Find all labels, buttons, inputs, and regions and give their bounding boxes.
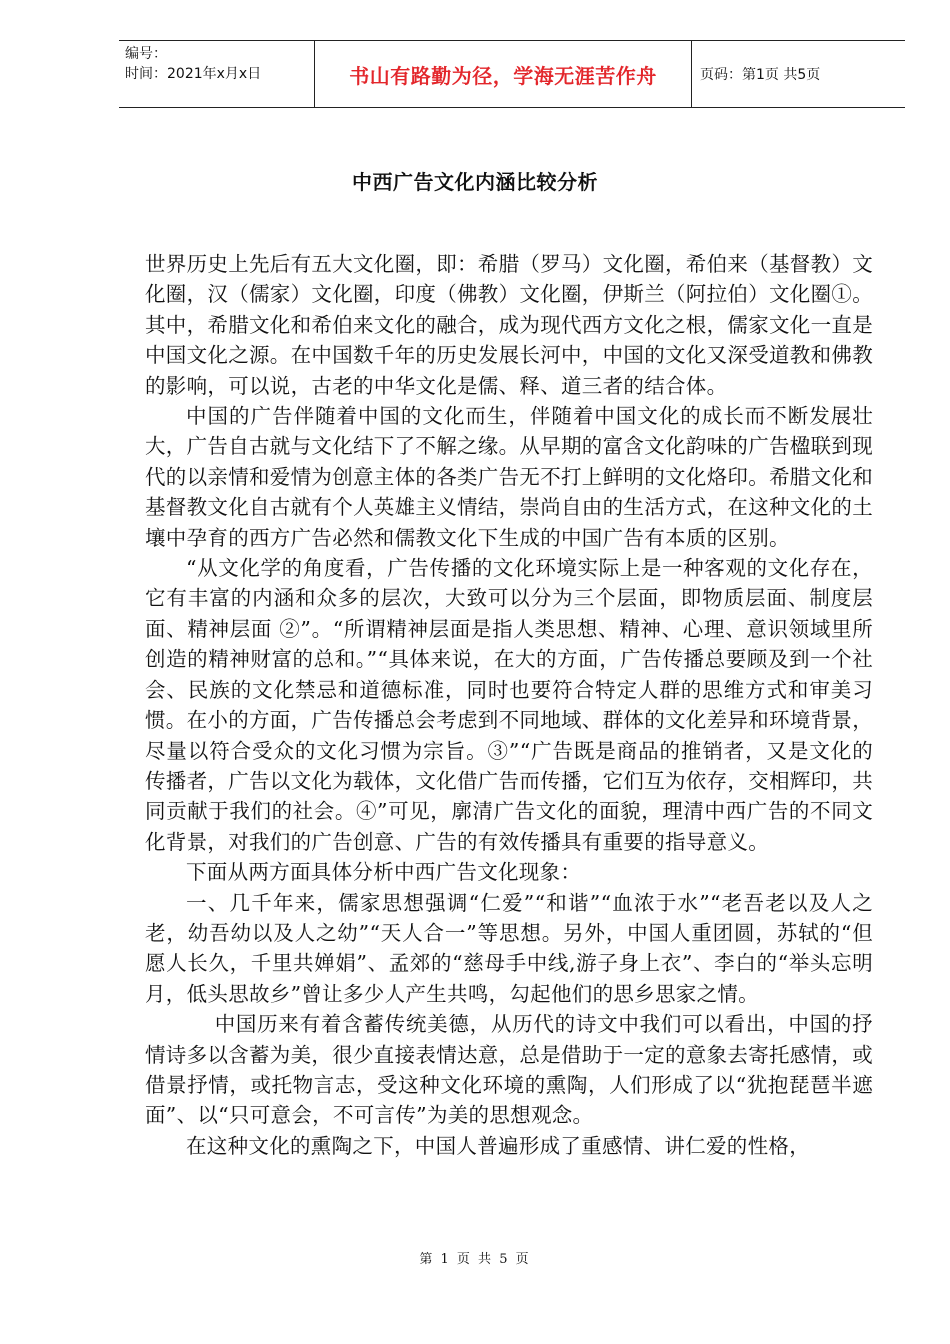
header-motto: 书山有路勤为径，学海无涯苦作舟 — [314, 41, 692, 107]
document-title: 中西广告文化内涵比较分析 — [352, 170, 598, 194]
paragraph-3: “从文化学的角度看，广告传播的文化环境实际上是一种客观的文化存在，它有丰富的内涵和众多的层次，大致可以分为三个层面，即物质层面、制度层面、精神层面 ②”。“所谓精神层面是指人类思想、精神、心理、意识领域里所创造的精神财富的总和。”“具体来说，在大的方面，广告传播总要顾及到一个社会、民族的文化禁忌和道德标准，同时也要符合特定人群的思维方式和审美习惯。在小的方面，广告传播总会考虑到不同地域、群体的文化差异和环境背景，尽量以符合受众的文化习惯为宗旨。③”“广告既是商品的推销者，又是文化的传播者，广告以文化为载体，文化借广告而传播，它们互为依存，交相辉印，共同贡献于我们的社会。④”可见，廓清广告文化的面貌，理清中西广告的不同文化背景，对我们的广告创意、广告的有效传播具有重要的指导意义。 — [145, 556, 873, 854]
header-meta — [119, 41, 314, 107]
page-footer: 第 1 页 共 5 页 — [419, 1252, 531, 1267]
header-page-code: 页码：第1页 共5页 — [700, 67, 821, 83]
document-number: 编号： — [125, 46, 167, 62]
paragraph-2: 中国的广告伴随着中国的文化而生，伴随着中国文化的成长而不断发展壮大，广告自古就与文化结下了不解之缘。从早期的富含文化韵味的广告楹联到现代的以亲情和爱情为创意主体的各类广告无不打上鲜明的文化烙印。希腊文化和基督教文化自古就有个人英雄主义情结，崇尚自由的生活方式，在这种文化的土壤中孕育的西方广告必然和儒教文化下生成的中国广告有本质的区别。 — [145, 404, 873, 550]
document-time: 时间：2021年x月x日 — [125, 66, 262, 82]
page-header — [119, 40, 905, 108]
paragraph-6: 中国历来有着含蓄传统美德，从历代的诗文中我们可以看出，中国的抒情诗多以含蓄为美，很少直接表情达意，总是借助于一定的意象去寄托感情，或借景抒情，或托物言志，受这种文化环境的熏陶，人们形成了以“犹抱琵琶半遮面”、以“只可意会，不可言传”为美的思想观念。 — [145, 1012, 873, 1128]
paragraph-4: 下面从两方面具体分析中西广告文化现象： — [186, 860, 582, 885]
document-body — [145, 249, 873, 1161]
paragraph-7: 在这种文化的熏陶之下，中国人普遍形成了重感情、讲仁爱的性格， — [186, 1133, 810, 1158]
paragraph-1: 世界历史上先后有五大文化圈，即：希腊（罗马）文化圈，希伯来（基督教）文化圈，汉（儒家）文化圈，印度（佛教）文化圈，伊斯兰（阿拉伯）文化圈①。其中，希腊文化和希伯来文化的融合，成为现代西方文化之根，儒家文化一直是中国文化之源。在中国数千年的历史发展长河中，中国的文化又深受道教和佛教的影响，可以说，古老的中华文化是儒、释、道三者的结合体。 — [145, 252, 873, 398]
paragraph-5: 一、几千年来，儒家思想强调“仁爱”“和谐”“血浓于水”“老吾老以及人之老，幼吾幼以及人之幼”“天人合一”等思想。另外，中国人重团圆，苏轼的“但愿人长久，千里共婵娟”、孟郊的“慈母手中线,游子身上衣”、李白的“举头忘明月，低头思故乡”曾让多少人产生共鸣，勾起他们的思乡思家之情。 — [145, 890, 873, 1006]
